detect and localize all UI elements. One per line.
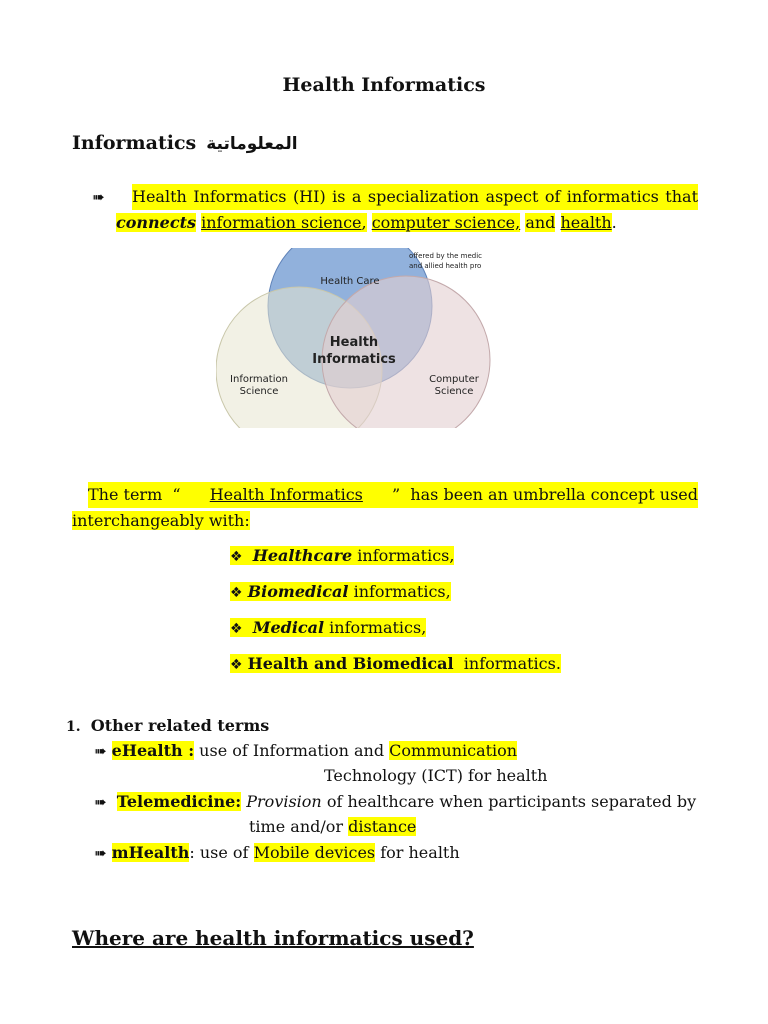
list-item-highlight <box>230 654 561 673</box>
period: . <box>611 213 617 232</box>
page-title: Health Informatics <box>282 74 486 96</box>
diamond-bullet-icon: ❖ <box>230 657 243 673</box>
information-science-term: information science <box>201 213 362 232</box>
bullet-term: Healthcare <box>252 546 353 565</box>
telemedicine-label: Telemedicine: <box>116 792 242 811</box>
heading-english: Informatics <box>72 132 197 154</box>
connects-word: connects <box>116 213 196 232</box>
list-item <box>230 579 451 606</box>
right-arrow-icon: ➠ <box>92 188 105 206</box>
telemedicine-line2 <box>249 814 416 840</box>
list-item-highlight <box>230 582 451 601</box>
list-item-highlight <box>230 618 426 637</box>
list-item <box>230 615 426 642</box>
venn-label-computer: Computer <box>429 374 479 385</box>
term-text-end: ” has been an umbrella concept used <box>391 485 698 504</box>
venn-center-informatics: Informatics <box>312 352 396 367</box>
term-paragraph-line2 <box>72 508 250 534</box>
ehealth-label: eHealth : <box>111 741 195 760</box>
hi-definition-lead: Health Informatics (HI) is a specialization aspect of informatics that <box>132 184 698 210</box>
diamond-bullet-icon: ❖ <box>230 585 243 601</box>
section-heading-where-used: Where are health informatics used? <box>72 926 474 950</box>
and-word: and <box>525 213 556 232</box>
list-item <box>230 651 561 678</box>
heading-arabic: المعلوماتية <box>206 134 298 154</box>
distance-word: distance <box>348 817 417 836</box>
hi-definition-line2 <box>116 210 617 236</box>
health-term: health <box>560 213 612 232</box>
bullet-term: Health and Biomedical <box>247 654 454 673</box>
term-line1-wrap <box>88 482 698 508</box>
venn-label-health-care: Health Care <box>320 276 380 287</box>
venn-diagram <box>216 248 496 428</box>
mhealth-label: mHealth <box>111 843 190 862</box>
venn-label-information: Information <box>230 374 288 385</box>
mobile-devices-word: Mobile devices <box>253 843 376 862</box>
diamond-bullet-icon: ❖ <box>230 549 243 565</box>
list-item-highlight <box>230 546 454 565</box>
bullet-rest: informatics, <box>348 582 451 601</box>
provision-word: Provision <box>246 792 322 811</box>
list-number: 1. <box>66 719 81 735</box>
venn-note-1: offered by the medic <box>409 252 482 260</box>
bullet-rest: informatics. <box>453 654 561 673</box>
communication-word: Communication <box>389 741 518 760</box>
telemedicine-line2-text: time and/or <box>249 817 349 836</box>
venn-center-health: Health <box>329 335 379 350</box>
mhealth-item <box>94 840 460 866</box>
diamond-bullet-icon: ❖ <box>230 621 243 637</box>
term-text-start: The term “ <box>88 485 181 504</box>
related-terms-heading <box>66 713 269 740</box>
term-line2-text: interchangeably with: <box>72 511 250 530</box>
telemedicine-text: of healthcare when participants separated by <box>321 792 697 811</box>
right-arrow-icon: ➠ <box>94 844 107 862</box>
section-heading-informatics <box>72 132 298 154</box>
ehealth-item <box>94 738 517 764</box>
mhealth-text-end: for health <box>375 843 460 862</box>
related-terms-title: Other related terms <box>90 716 270 735</box>
venn-note-2: and allied health pro <box>409 262 482 270</box>
computer-science-term: computer science, <box>371 213 521 232</box>
bullet-term: Medical <box>252 618 325 637</box>
venn-label-science-right: Science <box>434 386 474 397</box>
right-arrow-icon: ➠ <box>94 793 107 811</box>
venn-label-science-left: Science <box>239 386 279 397</box>
bullet-term: Biomedical <box>247 582 349 601</box>
ehealth-text: use of Information and <box>194 741 390 760</box>
mhealth-text: : use of <box>189 843 254 862</box>
health-informatics-term: Health Informatics <box>209 485 363 504</box>
bullet-rest: informatics, <box>352 546 455 565</box>
comma: , <box>361 213 367 232</box>
list-item <box>230 543 454 570</box>
ehealth-line2: Technology (ICT) for health <box>324 766 548 785</box>
right-arrow-icon: ➠ <box>94 742 107 760</box>
bullet-rest: informatics, <box>324 618 427 637</box>
telemedicine-item <box>94 789 696 815</box>
